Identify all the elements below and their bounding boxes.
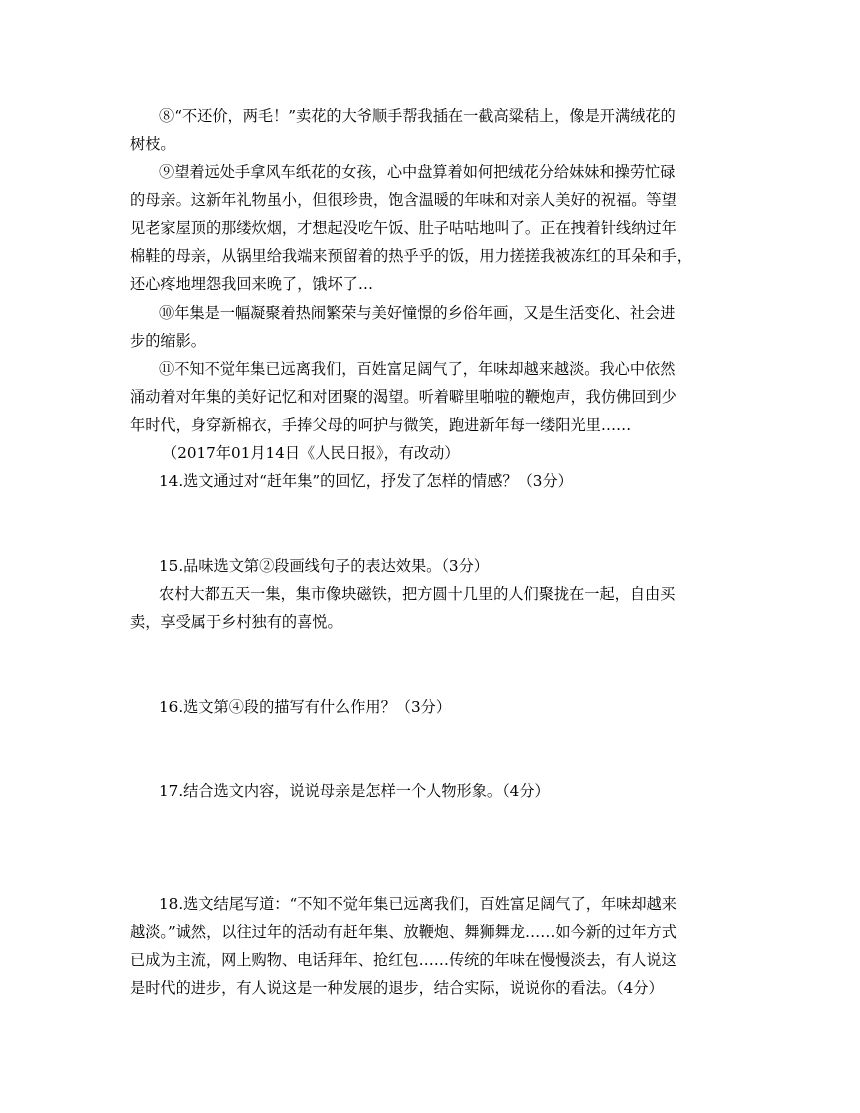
question-18-line-3: 已成为主流，网上购物、电话拜年、抢红包……传统的年味在慢慢淡去，有人说这: [130, 951, 677, 969]
paragraph-9-line-5: 还心疼地埋怨我回来晚了，饿坏了…: [130, 275, 373, 293]
question-16: 16.选文第④段的描写有什么作用？（3分）: [159, 698, 452, 716]
paragraph-9-line-4: 棉鞋的母亲，从锅里给我端来预留着的热乎乎的饭，用力搓搓我被冻红的耳朵和手，: [130, 247, 692, 265]
paragraph-8-line-2: 树枝。: [130, 135, 176, 153]
question-15: 15.品味选文第②段画线句子的表达效果。（3分）: [159, 557, 489, 575]
question-17: 17.结合选文内容，说说母亲是怎样一个人物形象。（4分）: [159, 782, 550, 800]
paragraph-9-line-1: ⑨望着远处手拿风车纸花的女孩，心中盘算着如何把绒花分给妹妹和操劳忙碌: [159, 163, 676, 181]
article-source: （2017年01月14日《人民日报》，有改动）: [162, 444, 460, 462]
paragraph-10-line-2: 步的缩影。: [130, 332, 206, 350]
question-14: 14.选文通过对“赶年集”的回忆，抒发了怎样的情感？（3分）: [159, 472, 573, 490]
paragraph-9-line-2: 的母亲。这新年礼物虽小，但很珍贵，饱含温暖的年味和对亲人美好的祝福。等望: [130, 191, 677, 209]
question-18-line-4: 是时代的进步，有人说这是一种发展的退步，结合实际，说说你的看法。（4分）: [130, 979, 664, 997]
paragraph-8-line-1: ⑧“不还价，两毛！”卖花的大爷顺手帮我插在一截高粱秸上，像是开满绒花的: [159, 107, 676, 125]
paragraph-9-line-3: 见老家屋顶的那缕炊烟，才想起没吃午饭、肚子咕咕地叫了。正在拽着针线纳过年: [130, 219, 677, 237]
question-15-quote-line-1: 农村大都五天一集，集市像块磁铁，把方圆十几里的人们聚拢在一起，自由买: [159, 585, 676, 603]
question-18-line-1: 18.选文结尾写道：“不知不觉年集已远离我们，百姓富足阔气了，年味却越来: [159, 895, 677, 913]
question-15-quote-line-2: 卖，享受属于乡村独有的喜悦。: [130, 613, 343, 631]
paragraph-11-line-3: 年时代，身穿新棉衣，手捧父母的呵护与微笑，跑进新年每一缕阳光里……: [130, 416, 632, 434]
paragraph-10-line-1: ⑩年集是一幅凝聚着热闹繁荣与美好憧憬的乡俗年画，又是生活变化、社会进: [159, 304, 676, 322]
question-18-line-2: 越淡。”诚然，以往过年的活动有赶年集、放鞭炮、舞狮舞龙……如今新的过年方式: [130, 923, 677, 941]
paragraph-11-line-2: 涌动着对年集的美好记忆和对团聚的渴望。听着噼里啪啦的鞭炮声，我仿佛回到少: [130, 388, 677, 406]
paragraph-11-line-1: ⑪不知不觉年集已远离我们，百姓富足阔气了，年味却越来越淡。我心中依然: [159, 360, 676, 378]
